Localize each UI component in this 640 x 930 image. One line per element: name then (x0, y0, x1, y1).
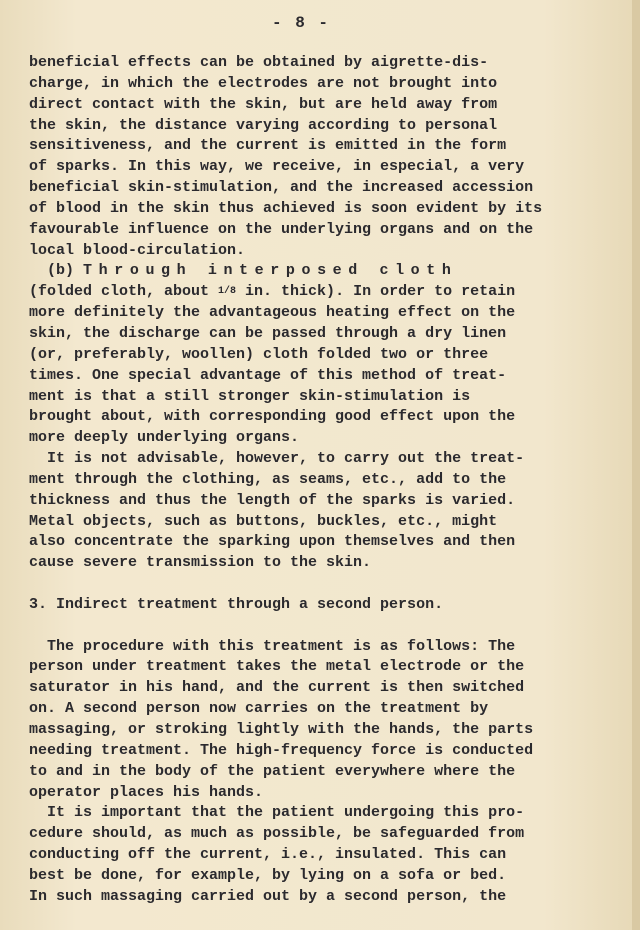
paragraph-procedure (29, 637, 629, 804)
paragraph-insulation (29, 803, 629, 907)
section-b (29, 261, 629, 449)
text-line: beneficial effects can be obtained by aigrette-dis- (29, 54, 489, 71)
text-line: skin, the discharge can be passed through a dry linen (29, 324, 507, 342)
text-line: favourable influence on the underlying organs and on the (29, 220, 534, 238)
text-line: ment through the clothing, as seams, etc., add to the (29, 470, 507, 488)
section-b-label: (b) (47, 262, 75, 280)
text-line: operator places his hands. (29, 783, 264, 801)
text-fragment: in. thick). In order to retain (236, 283, 516, 301)
text-line: massaging, or stroking lightly with the hands, the parts (29, 721, 534, 738)
text-line: cedure should, as much as possible, be safeguarded from (29, 825, 525, 843)
section-3-heading: 3. Indirect treatment through a second person. (29, 595, 444, 613)
section-b-heading: Through interposed cloth (83, 262, 458, 280)
text-line: needing treatment. The high-frequency force is conducted (29, 741, 534, 759)
text-line: thickness and thus the length of the sparks is varied. (29, 491, 516, 509)
text-line: more definitely the advantageous heating effect on the (29, 304, 516, 322)
text-line: direct contact with the skin, but are held away from (29, 95, 498, 113)
text-line: more deeply underlying organs. (29, 429, 300, 447)
page-number: - 8 - (272, 14, 331, 32)
text-line: In such massaging carried out by a second person, the (29, 887, 507, 905)
text-line: saturator in his hand, and the current is then switched (29, 679, 525, 697)
section-b-heading-line (29, 261, 629, 282)
body-text (29, 53, 629, 908)
text-line: best be done, for example, by lying on a sofa or bed. (29, 866, 507, 884)
text-line: cause severe transmission to the skin. (29, 554, 372, 572)
text-line: It is not advisable, however, to carry out the treat- (29, 450, 525, 468)
text-line: Metal objects, such as buttons, buckles, etc., might (29, 512, 498, 530)
fraction: 1/8 (218, 285, 237, 297)
text-line: sensitiveness, and the current is emitted in the form (29, 137, 507, 155)
text-line (29, 282, 629, 303)
paragraph-clothing (29, 449, 629, 574)
text-line: brought about, with corresponding good effect upon the (29, 408, 516, 426)
text-line: beneficial skin-stimulation, and the increased accession (29, 179, 534, 197)
text-line: The procedure with this treatment is as follows: The (29, 637, 516, 655)
text-line: to and in the body of the patient everywhere where the (29, 762, 516, 780)
text-line: person under treatment takes the metal electrode or the (29, 658, 525, 676)
spacer (29, 574, 629, 595)
text-line: also concentrate the sparking upon themselves and then (29, 533, 516, 551)
paragraph-aigrette-discharge (29, 53, 629, 261)
text-line: ment is that a still stronger skin-stimulation is (29, 387, 471, 405)
text-line: of sparks. In this way, we receive, in especial, a very (29, 158, 525, 176)
page-edge (632, 0, 640, 930)
text-line: on. A second person now carries on the treatment by (29, 700, 489, 718)
text-line: charge, in which the electrodes are not brought into (29, 74, 498, 92)
text-line: conducting off the current, i.e., insulated. This can (29, 846, 507, 864)
text-line: local blood-circulation. (29, 241, 246, 259)
text-line: the skin, the distance varying according to personal (29, 116, 498, 134)
text-line: (or, preferably, woollen) cloth folded two or three (29, 345, 489, 363)
text-line: times. One special advantage of this method of treat- (29, 366, 507, 384)
text-line: of blood in the skin thus achieved is soon evident by its (29, 199, 543, 217)
text-fragment: (folded cloth, about (29, 283, 219, 301)
text-line: It is important that the patient undergoing this pro- (29, 804, 525, 822)
spacer (29, 616, 629, 637)
